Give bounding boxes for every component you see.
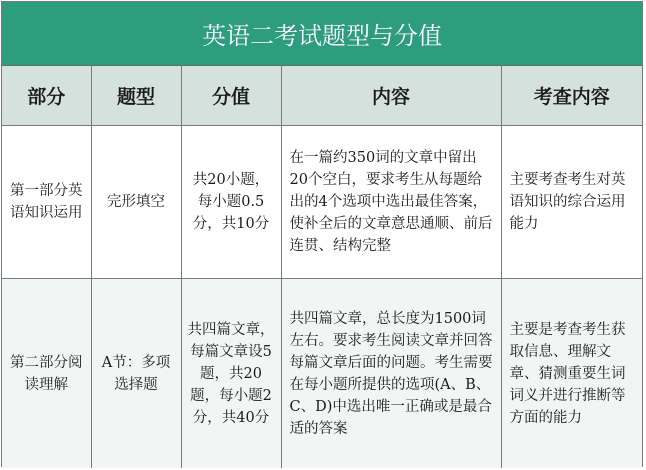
score-table-card — [1, 1, 643, 467]
cell-part: 第一部分英语知识运用 — [2, 126, 91, 279]
header-score: 分值 — [181, 66, 281, 126]
cell-assess: 主要是考查考生获取信息、理解文章、猜测重要生词词义并进行推断等方面的能力 — [501, 279, 642, 469]
header-row — [2, 66, 642, 126]
header-content: 内容 — [281, 66, 501, 126]
cell-content: 共四篇文章，总长度为1500词左右。要求考生阅读文章并回答每篇文章后面的问题。考生需要在每小题所提供的选项(A、B、C、D)中选出唯一正确或是最合适的答案 — [281, 279, 501, 469]
table-row — [2, 126, 642, 279]
cell-type: A节：多项选择题 — [91, 279, 181, 469]
score-table — [2, 66, 642, 468]
cell-assess: 主要考查考生对英语知识的综合运用能力 — [501, 126, 642, 279]
cell-content: 在一篇约350词的文章中留出20个空白，要求考生从每题给出的4个选项中选出最佳答案，使补全后的文章意思通顺、前后连贯、结构完整 — [281, 126, 501, 279]
header-type: 题型 — [91, 66, 181, 126]
cell-score: 共四篇文章，每篇文章设5题，共20题，每小题2分，共40分 — [181, 279, 281, 469]
cell-score: 共20小题，每小题0.5分，共10分 — [181, 126, 281, 279]
table-title: 英语二考试题型与分值 — [2, 2, 642, 66]
header-assess: 考查内容 — [501, 66, 642, 126]
cell-type: 完形填空 — [91, 126, 181, 279]
header-part: 部分 — [2, 66, 91, 126]
cell-part: 第二部分阅读理解 — [2, 279, 91, 469]
table-row — [2, 279, 642, 469]
